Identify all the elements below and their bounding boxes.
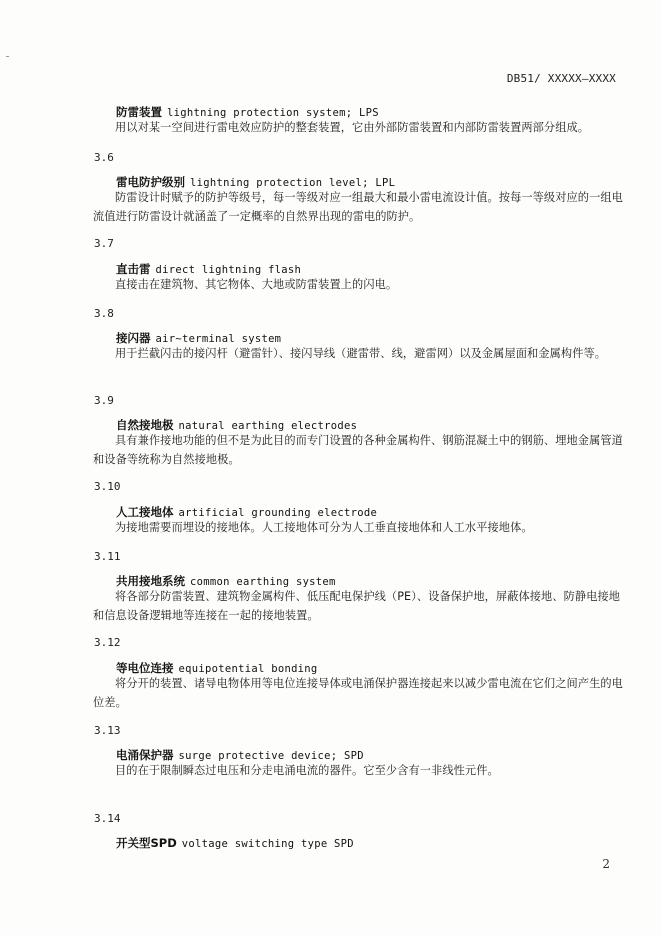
term-en: voltage switching type SPD	[181, 838, 354, 850]
term-number: 3.11	[94, 550, 121, 563]
term-en: surge protective device; SPD	[178, 750, 364, 762]
term-en: artificial grounding electrode	[178, 507, 378, 519]
term-definition: 具有兼作接地功能的但不是为此目的而专门设置的各种金属构件、钢筋混凝土中的钢筋、埋地金属管道和设备等统称为自然接地极。	[93, 434, 623, 466]
term-number: 3.9	[94, 394, 114, 407]
term-en: natural earthing electrodes	[178, 420, 358, 432]
term-cn: 接闪器	[116, 331, 151, 345]
term-number: 3.12	[94, 636, 121, 649]
term-number: 3.14	[94, 812, 121, 825]
term-number: 3.6	[94, 151, 114, 164]
term-number: 3.10	[94, 480, 121, 493]
term-definition: 防雷设计时赋予的防护等级号，每一等级对应一组最大和最小雷电流设计值。按每一等级对应的一组电流值进行防雷设计就涵盖了一定概率的自然界出现的雷电的防护。	[93, 191, 623, 223]
term-number: 3.7	[94, 237, 114, 250]
term-cn: 自然接地极	[116, 418, 174, 432]
term-cn: 防雷装置	[116, 105, 162, 119]
term-en: lightning protection level; LPL	[190, 177, 396, 189]
term-cn: 等电位连接	[116, 661, 174, 675]
page-number: 2	[602, 857, 610, 871]
term-en: lightning protection system; LPS	[167, 107, 379, 119]
term-en: air~terminal system	[155, 333, 282, 345]
term-cn: 电涌保护器	[116, 748, 174, 762]
term-cn: 开关型SPD	[116, 836, 177, 850]
document-code: DB51/ XXXXX—XXXX	[506, 72, 616, 85]
scan-mark	[6, 56, 9, 57]
term-number: 3.13	[94, 724, 121, 737]
term-en: common earthing system	[190, 576, 336, 588]
term-definition: 用以对某一空间进行雷电效应防护的整套装置，它由外部防雷装置和内部防雷装置两部分组成。	[115, 121, 590, 134]
term-definition: 目的在于限制瞬态过电压和分走电涌电流的器件。它至少含有一非线性元件。	[115, 764, 499, 777]
term-definition: 为接地需要而埋设的接地体。人工接地体可分为人工垂直接地体和人工水平接地体。	[115, 521, 533, 534]
term-definition: 将各部分防雷装置、建筑物金属构件、低压配电保护线（PE）、设备保护地，屏蔽体接地、防静电接地和信息设备逻辑地等连接在一起的接地装置。	[93, 590, 621, 622]
term-definition: 直接击在建筑物、其它物体、大地或防雷装置上的闪电。	[115, 278, 398, 291]
term-definition: 将分开的装置、诸导电物体用等电位连接导体或电涌保护器连接起来以减少雷电流在它们之间产生的电位差。	[93, 677, 623, 709]
term-definition: 用于拦截闪击的接闪杆（避雷针）、接闪导线（避雷带、线，避雷网）以及金属屋面和金属构件等。	[115, 347, 607, 360]
term-cn: 人工接地体	[116, 505, 174, 519]
term-cn: 直击雷	[116, 262, 151, 276]
term-number: 3.8	[94, 307, 114, 320]
term-en: direct lightning flash	[155, 264, 302, 276]
term-cn: 共用接地系统	[116, 574, 185, 588]
term-cn: 雷电防护级别	[116, 175, 185, 189]
term-title	[116, 835, 354, 851]
term-en: equipotential bonding	[178, 663, 318, 675]
